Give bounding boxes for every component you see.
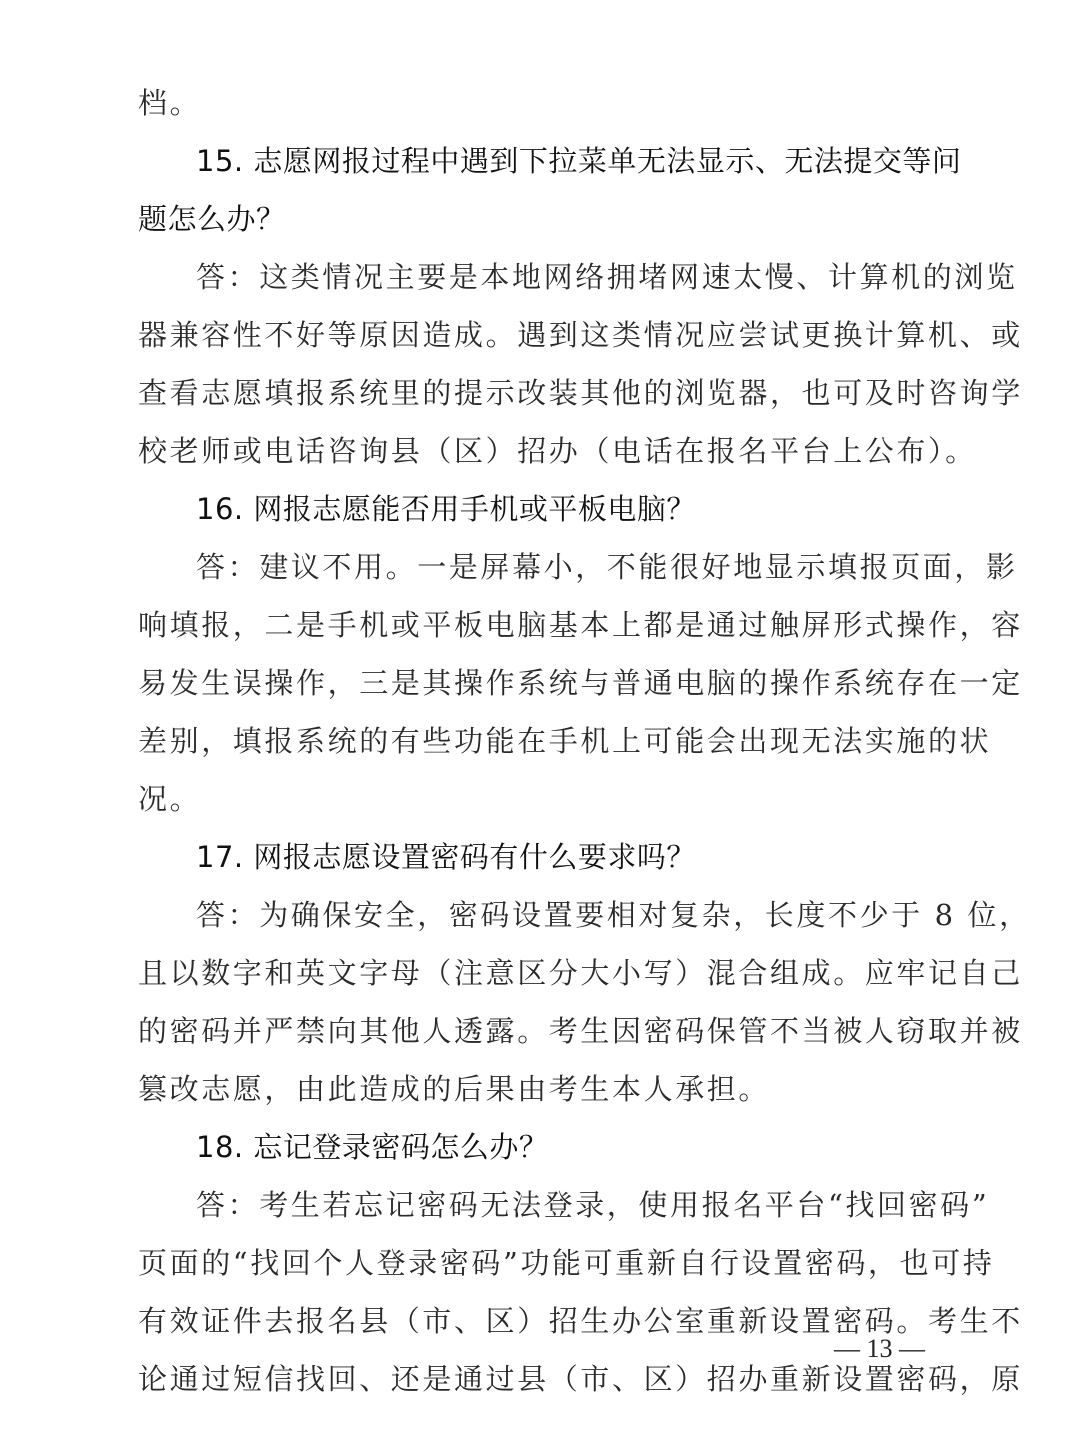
paragraph-continuation: 档。 (138, 86, 202, 120)
answer-16-line: 响填报，二是手机或平板电脑基本上都是通过触屏形式操作，容 (138, 608, 1023, 642)
answer-16-line: 易发生误操作，三是其操作系统与普通电脑的操作系统存在一定 (138, 666, 1023, 700)
question-18-heading: 18. 忘记登录密码怎么办？ (196, 1130, 549, 1164)
answer-18-line: 有效证件去报名县（市、区）招生办公室重新设置密码。考生不 (138, 1304, 1023, 1338)
question-15-heading-end: 题怎么办？ (138, 202, 286, 236)
answer-18-line: 答：考生若忘记密码无法登录，使用报名平台“找回密码” (196, 1188, 990, 1222)
question-15-heading: 15. 志愿网报过程中遇到下拉菜单无法显示、无法提交等问 (196, 144, 962, 178)
answer-18-line: 论通过短信找回、还是通过县（市、区）招办重新设置密码，原 (138, 1362, 1023, 1396)
answer-15-line: 校老师或电话咨询县（区）招办（电话在报名平台上公布）。 (138, 434, 977, 468)
answer-17-line: 篡改志愿，由此造成的后果由考生本人承担。 (138, 1072, 771, 1106)
answer-17-line: 答：为确保安全，密码设置要相对复杂，长度不少于 8 位， (196, 898, 1031, 932)
page-number: — 13 — (834, 1334, 925, 1363)
answer-15-line: 查看志愿填报系统里的提示改装其他的浏览器，也可及时咨询学 (138, 376, 1023, 410)
answer-17-line: 的密码并严禁向其他人透露。考生因密码保管不当被人窃取并被 (138, 1014, 1023, 1048)
answer-18-line: 页面的“找回个人登录密码”功能可重新自行设置密码，也可持 (138, 1246, 995, 1280)
answer-17-line: 且以数字和英文字母（注意区分大小写）混合组成。应牢记自己 (138, 956, 1023, 990)
answer-16-line: 答：建议不用。一是屏幕小，不能很好地显示填报页面，影 (196, 550, 1018, 584)
answer-16-line: 况。 (138, 782, 202, 816)
answer-15-line: 答：这类情况主要是本地网络拥堵网速太慢、计算机的浏览 (196, 260, 1018, 294)
answer-16-line: 差别，填报系统的有些功能在手机上可能会出现无法实施的状 (138, 724, 992, 758)
answer-15-line: 器兼容性不好等原因造成。遇到这类情况应尝试更换计算机、或 (138, 318, 1023, 352)
question-16-heading: 16. 网报志愿能否用手机或平板电脑？ (196, 492, 696, 526)
question-17-heading: 17. 网报志愿设置密码有什么要求吗？ (196, 840, 696, 874)
